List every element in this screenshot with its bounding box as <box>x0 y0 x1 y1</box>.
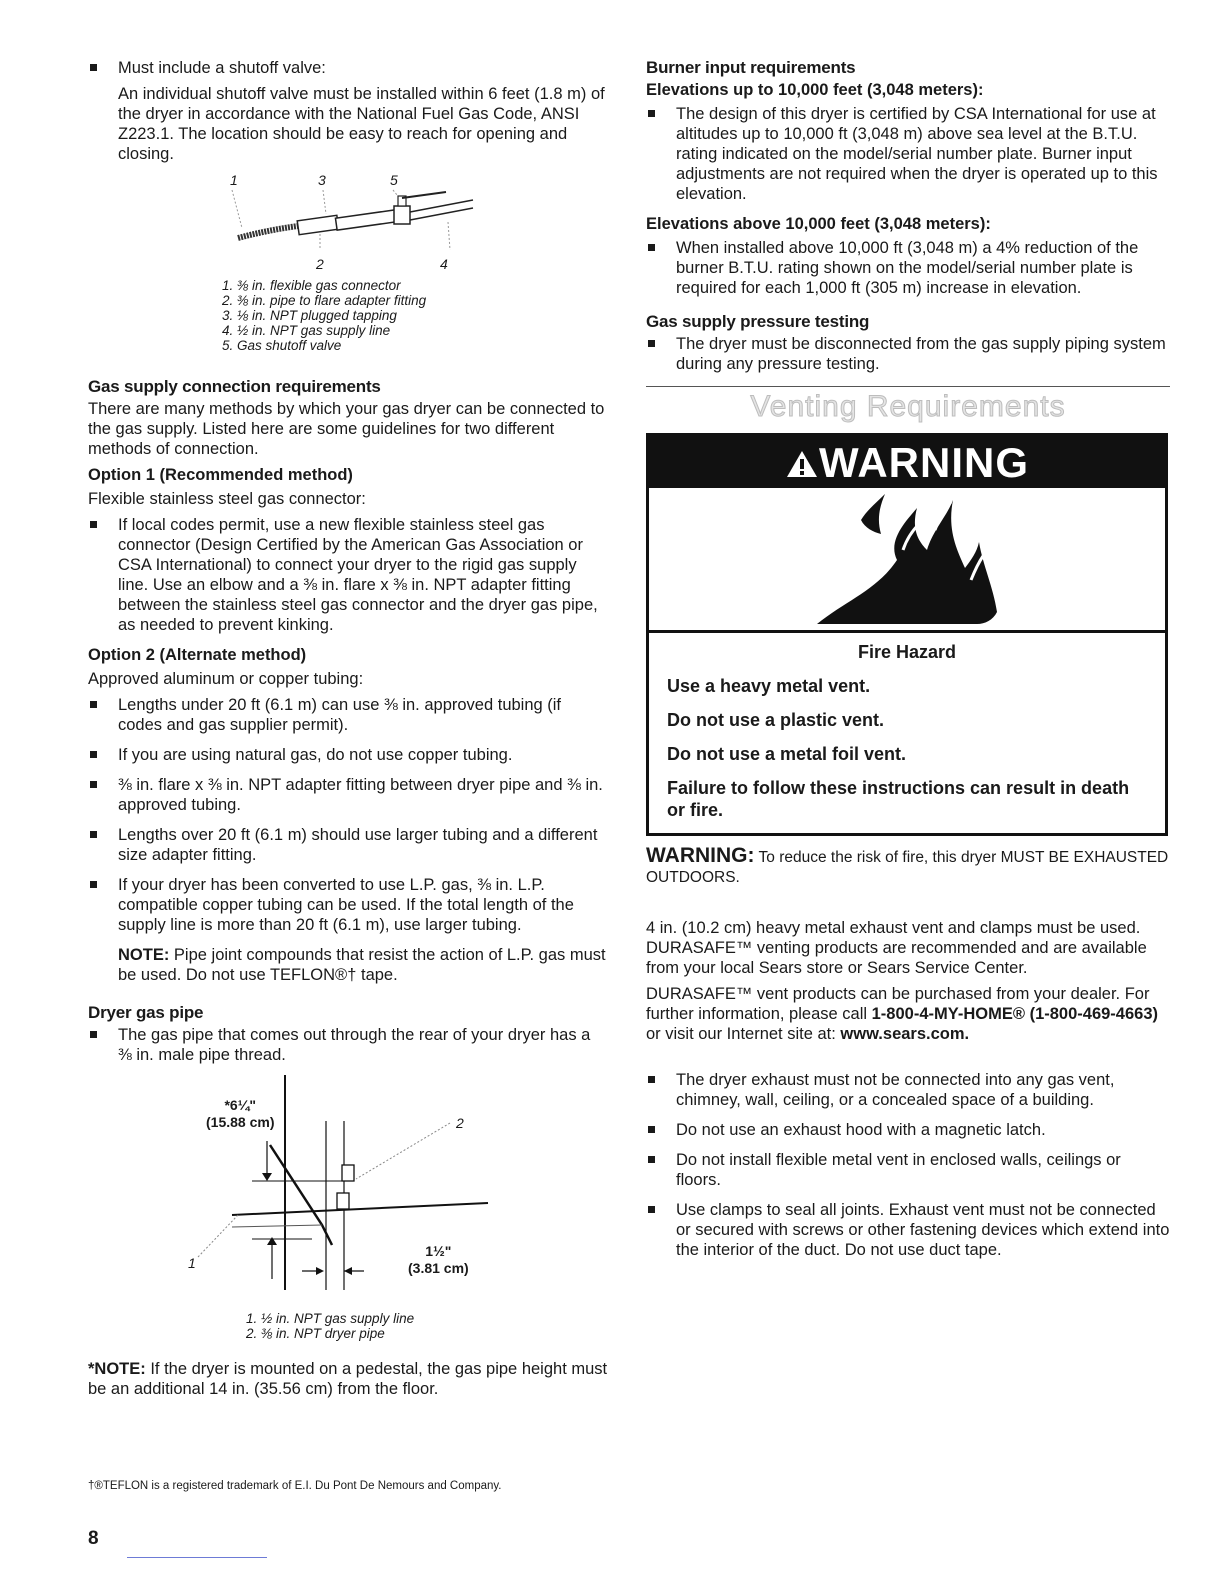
option2-bullet: Lengths under 20 ft (6.1 m) can use ⅜ in. approved tubing (if codes and gas supplier permit). <box>88 695 608 735</box>
venting-requirements-title: Venting Requirements <box>750 390 1066 423</box>
fire-hazard-icon <box>649 488 1165 633</box>
section-divider <box>646 386 1170 387</box>
option2-bullet: Lengths over 20 ft (6.1 m) should use larger tubing and a different size adapter fitting. <box>88 825 608 865</box>
shutoff-bullet: Must include a shutoff valve: <box>88 58 608 78</box>
vent-paragraph-2-text: or visit our Internet site at: <box>646 1025 841 1043</box>
option2-bullet: ⅜ in. flare x ⅜ in. NPT adapter fitting between dryer pipe and ⅜ in. approved tubing. <box>88 775 608 815</box>
elevation-below-bullet: The design of this dryer is certified by CSA International for use at altitudes up to 10,000 ft (3,048 m) above sea level at the B.T.U. rating indicated on the model/serial number plate. Burner input adjustments are not required when the dryer is operated up to this elevation. <box>646 104 1170 204</box>
vent-bullet: Use clamps to seal all joints. Exhaust vent must not be connected or secured with screws or other fastening devices which extend into the interior of the duct. Do not use duct tape. <box>646 1200 1170 1260</box>
fig1-caption: 3. ⅛ in. NPT plugged tapping <box>222 308 397 323</box>
option2-heading: Option 2 (Alternate method) <box>88 646 307 664</box>
burner-input-heading: Burner input requirements <box>646 58 856 77</box>
connection-paragraph: There are many methods by which your gas dryer can be connected to the gas supply. Listed here are some guidelines for two different methods of connection. <box>88 400 605 458</box>
vent-paragraph-1: 4 in. (10.2 cm) heavy metal exhaust vent and clamps must be used. DURASAFE™ venting products are recommended and are available from your local Sears store or Sears Service Center. <box>646 919 1147 977</box>
pedestal-note-label: *NOTE: <box>88 1360 146 1378</box>
dryer-gas-pipe-heading: Dryer gas pipe <box>88 1003 204 1022</box>
lp-note <box>88 945 608 985</box>
exhaust-warning-text: To reduce the risk of fire, this dryer MUST BE EXHAUSTED OUTDOORS. <box>646 849 1169 886</box>
valve-assembly-drawing <box>228 186 528 266</box>
dimension-height-cm: (15.88 cm) <box>206 1114 275 1130</box>
fig2-captions <box>246 1311 608 1341</box>
fig1-callout-2: 2 <box>316 256 324 272</box>
elevation-above-heading: Elevations above 10,000 feet (3,048 meters): <box>646 215 991 233</box>
phone-number-digits: (1-800-469-4663) <box>1029 1005 1158 1023</box>
fig1-caption: 2. ⅜ in. pipe to flare adapter fitting <box>222 293 427 308</box>
shutoff-paragraph: An individual shutoff valve must be installed within 6 feet (1.8 m) of the dryer in accordance with the National Fuel Gas Code, ANSI Z223.1. The location should be easy to reach for opening and closing. <box>118 85 605 163</box>
fig1-caption: 1. ⅜ in. flexible gas connector <box>222 278 401 293</box>
pedestal-note <box>88 1359 608 1399</box>
warning-line: Failure to follow these instructions can result in death or fire. <box>667 778 1130 820</box>
warning-triangle-icon <box>785 449 819 479</box>
vent-bullet: Do not install flexible metal vent in enclosed walls, ceilings or floors. <box>646 1150 1170 1190</box>
dryer-gas-pipe-bullet: The gas pipe that comes out through the rear of your dryer has a ⅜ in. male pipe thread. <box>88 1025 608 1065</box>
warning-line: Use a heavy metal vent. <box>667 676 871 696</box>
fig1-caption: 5. Gas shutoff valve <box>222 338 342 353</box>
fig2-callout-1: 1 <box>188 1255 196 1271</box>
option1-intro: Flexible stainless steel gas connector: <box>88 490 366 508</box>
elevation-below-heading: Elevations up to 10,000 feet (3,048 meters): <box>646 81 984 99</box>
option2-bullet: If your dryer has been converted to use L.P. gas, ⅜ in. L.P. compatible copper tubing can be used. If the total length of the supply line is more than 20 ft (6.1 m), use larger tubing. <box>88 875 608 935</box>
fig1-callout-4: 4 <box>440 256 448 272</box>
pedestal-note-text: If the dryer is mounted on a pedestal, the gas pipe height must be an additional 14 in. (35.56 cm) from the floor. <box>88 1360 608 1398</box>
fig1-callout-5: 5 <box>390 172 398 188</box>
option2-bullet: If you are using natural gas, do not use copper tubing. <box>88 745 608 765</box>
shutoff-valve-figure <box>118 170 608 278</box>
vent-bullet: The dryer exhaust must not be connected into any gas vent, chimney, wall, ceiling, or a concealed space of a building. <box>646 1070 1170 1110</box>
vent-paragraph-2 <box>646 984 1170 1044</box>
fire-hazard-label: Fire Hazard <box>857 642 957 662</box>
bottom-rule <box>127 1557 267 1558</box>
fig2-caption: 1. ½ in. NPT gas supply line <box>246 1311 415 1326</box>
warning-header <box>649 436 1165 488</box>
dimension-height-in: *6¼" <box>224 1097 257 1113</box>
option2-intro: Approved aluminum or copper tubing: <box>88 670 364 688</box>
fig1-caption: 4. ½ in. NPT gas supply line <box>222 323 391 338</box>
option1-heading: Option 1 (Recommended method) <box>88 466 353 484</box>
connection-requirements-heading: Gas supply connection requirements <box>88 377 381 396</box>
exhaust-warning-label: WARNING: <box>646 844 755 867</box>
fig2-callout-2: 2 <box>456 1115 464 1131</box>
warning-body <box>649 633 1165 833</box>
dimension-offset-cm: (3.81 cm) <box>408 1260 469 1276</box>
dimension-label-offset <box>408 1243 469 1277</box>
vent-paragraph-2-text: DURASAFE™ vent products can be purchased from your dealer. For further information, please call <box>646 985 1150 1023</box>
vent-bullet: Do not use an exhaust hood with a magnetic latch. <box>646 1120 1170 1140</box>
fig2-caption: 2. ⅜ in. NPT dryer pipe <box>246 1326 385 1341</box>
pressure-testing-bullet: The dryer must be disconnected from the gas supply piping system during any pressure testing. <box>646 334 1170 374</box>
phone-number: 1-800-4-MY-HOME® <box>871 1005 1025 1023</box>
sears-website-link[interactable]: www.sears.com. <box>840 1025 970 1043</box>
fig1-captions <box>222 278 608 353</box>
warning-header-text: WARNING <box>819 439 1029 486</box>
warning-line: Do not use a plastic vent. <box>667 710 885 730</box>
exhaust-warning <box>646 846 1170 888</box>
gas-pipe-figure <box>88 1075 608 1311</box>
warning-line: Do not use a metal foil vent. <box>667 744 907 764</box>
page-number: 8 <box>88 1528 99 1549</box>
note-label: NOTE: <box>118 946 170 964</box>
note-text: Pipe joint compounds that resist the action of L.P. gas must be used. Do not use TEFLON®† tape. <box>118 946 606 984</box>
option1-bullet: If local codes permit, use a new flexible stainless steel gas connector (Design Certified by the American Gas Association or CSA International) to connect your dryer to the rigid gas supply line. Use an elbow and a ⅜ in. flare x ⅜ in. NPT adapter fitting between the stainless steel gas connector and the dryer gas pipe, as needed to prevent kinking. <box>88 515 608 635</box>
warning-box <box>646 433 1168 836</box>
left-column <box>88 58 608 1405</box>
fig1-callout-3: 3 <box>318 172 326 188</box>
teflon-footnote: †®TEFLON is a registered trademark of E.I. Du Pont De Nemours and Company. <box>88 1480 502 1492</box>
pressure-testing-heading: Gas supply pressure testing <box>646 312 870 331</box>
dimension-offset-in: 1½" <box>425 1243 452 1259</box>
fig1-callout-1: 1 <box>230 172 238 188</box>
elevation-above-bullet: When installed above 10,000 ft (3,048 m) a 4% reduction of the burner B.T.U. rating shown on the model/serial number plate is required for each 1,000 ft (305 m) increase in elevation. <box>646 238 1170 298</box>
right-column <box>646 58 1170 1270</box>
